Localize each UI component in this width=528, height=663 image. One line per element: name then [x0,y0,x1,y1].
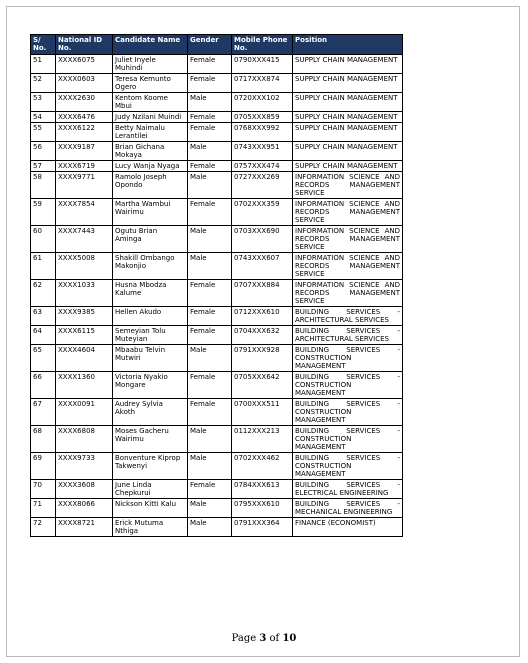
table-row [31,74,403,93]
cell-position: BUILDING SERVICES - MECHANICAL ENGINEERING [293,499,403,518]
cell-position: SUPPLY CHAIN MANAGEMENT [293,161,403,172]
table-row [31,253,403,280]
cell-sn: 58 [31,172,56,199]
cell-gender: Female [188,112,232,123]
cell-gender: Male [188,172,232,199]
cell-sn: 62 [31,280,56,307]
cell-national-id: XXXX9385 [56,307,113,326]
cell-gender: Female [188,326,232,345]
table-row [31,307,403,326]
cell-gender: Female [188,372,232,399]
cell-sn: 63 [31,307,56,326]
cell-national-id: XXXX9771 [56,172,113,199]
cell-mobile: 0743XXX951 [232,142,293,161]
cell-candidate-name: Brian Gichana Mokaya [113,142,188,161]
cell-position: SUPPLY CHAIN MANAGEMENT [293,55,403,74]
col-header-mobile: Mobile Phone No. [232,35,293,55]
page-footer [0,633,528,644]
cell-position: INFORMATION SCIENCE AND RECORDS MANAGEMENT SERVICE [293,226,403,253]
cell-position: SUPPLY CHAIN MANAGEMENT [293,112,403,123]
cell-position: BUILDING SERVICES - ARCHITECTURAL SERVICES [293,307,403,326]
cell-sn: 66 [31,372,56,399]
cell-gender: Female [188,399,232,426]
col-header-position: Position [293,35,403,55]
cell-sn: 57 [31,161,56,172]
table-row [31,93,403,112]
cell-gender: Male [188,426,232,453]
table-row [31,199,403,226]
cell-sn: 52 [31,74,56,93]
cell-national-id: XXXX6075 [56,55,113,74]
cell-candidate-name: Betty Naimalu Lerantilei [113,123,188,142]
table-header [31,35,403,55]
cell-sn: 64 [31,326,56,345]
cell-mobile: 0712XXX610 [232,307,293,326]
cell-mobile: 0720XXX102 [232,93,293,112]
cell-position: INFORMATION SCIENCE AND RECORDS MANAGEMENT SERVICE [293,280,403,307]
table-row [31,161,403,172]
cell-candidate-name: Husna Mbodza Kalume [113,280,188,307]
table-row [31,123,403,142]
cell-candidate-name: Lucy Wanja Nyaga [113,161,188,172]
cell-candidate-name: Judy Nzilani Muindi [113,112,188,123]
cell-candidate-name: Moses Gacheru Wairimu [113,426,188,453]
cell-gender: Male [188,142,232,161]
cell-candidate-name: Audrey Sylvia Akoth [113,399,188,426]
col-header-sn: S/ No. [31,35,56,55]
cell-national-id: XXXX6808 [56,426,113,453]
cell-candidate-name: Shakill Ombango Makonjio [113,253,188,280]
cell-candidate-name: Martha Wambui Wairimu [113,199,188,226]
cell-mobile: 0705XXX859 [232,112,293,123]
table-row [31,480,403,499]
table-body [31,55,403,537]
cell-gender: Male [188,93,232,112]
cell-national-id: XXXX8066 [56,499,113,518]
cell-position: BUILDING SERVICES - CONSTRUCTION MANAGEMENT [293,399,403,426]
cell-sn: 56 [31,142,56,161]
cell-position: BUILDING SERVICES - ARCHITECTURAL SERVICES [293,326,403,345]
cell-mobile: 0702XXX359 [232,199,293,226]
cell-gender: Female [188,199,232,226]
cell-mobile: 0704XXX632 [232,326,293,345]
cell-national-id: XXXX6115 [56,326,113,345]
cell-gender: Female [188,280,232,307]
cell-sn: 54 [31,112,56,123]
cell-gender: Male [188,499,232,518]
cell-mobile: 0795XXX610 [232,499,293,518]
page-label: Page [231,633,257,644]
cell-national-id: XXXX1360 [56,372,113,399]
cell-candidate-name: Victoria Nyakio Mongare [113,372,188,399]
cell-gender: Female [188,123,232,142]
cell-mobile: 0790XXX415 [232,55,293,74]
total-pages-number: 10 [282,633,297,644]
cell-sn: 55 [31,123,56,142]
cell-mobile: 0791XXX364 [232,518,293,537]
table-row [31,280,403,307]
table-row [31,345,403,372]
cell-national-id: XXXX3608 [56,480,113,499]
table-row [31,142,403,161]
table-row [31,453,403,480]
cell-mobile: 0768XXX992 [232,123,293,142]
cell-national-id: XXXX6122 [56,123,113,142]
cell-position: SUPPLY CHAIN MANAGEMENT [293,93,403,112]
cell-candidate-name: Ramolo Joseph Opondo [113,172,188,199]
table-row [31,112,403,123]
cell-position: FINANCE (ECONOMIST) [293,518,403,537]
cell-candidate-name: Ogutu Brian Aminga [113,226,188,253]
cell-sn: 70 [31,480,56,499]
table-row [31,172,403,199]
cell-candidate-name: Erick Mutuma Nthiga [113,518,188,537]
cell-position: BUILDING SERVICES - CONSTRUCTION MANAGEMENT [293,345,403,372]
cell-national-id: XXXX1033 [56,280,113,307]
cell-mobile: 0700XXX511 [232,399,293,426]
cell-sn: 51 [31,55,56,74]
cell-national-id: XXXX8721 [56,518,113,537]
cell-mobile: 0705XXX642 [232,372,293,399]
cell-national-id: XXXX6719 [56,161,113,172]
cell-gender: Male [188,226,232,253]
cell-sn: 53 [31,93,56,112]
cell-gender: Female [188,74,232,93]
cell-gender: Male [188,253,232,280]
cell-candidate-name: Hellen Akudo [113,307,188,326]
cell-sn: 67 [31,399,56,426]
cell-sn: 65 [31,345,56,372]
cell-mobile: 0727XXX269 [232,172,293,199]
cell-mobile: 0784XXX613 [232,480,293,499]
cell-mobile: 0791XXX928 [232,345,293,372]
cell-mobile: 0717XXX874 [232,74,293,93]
cell-position: SUPPLY CHAIN MANAGEMENT [293,142,403,161]
table-row [31,326,403,345]
cell-mobile: 0702XXX462 [232,453,293,480]
cell-position: BUILDING SERVICES - CONSTRUCTION MANAGEMENT [293,372,403,399]
cell-national-id: XXXX9733 [56,453,113,480]
candidates-table [30,34,403,537]
cell-position: BUILDING SERVICES - CONSTRUCTION MANAGEMENT [293,426,403,453]
header-row [31,35,403,55]
cell-national-id: XXXX4604 [56,345,113,372]
cell-candidate-name: Juliet Inyele Muhindi [113,55,188,74]
table-row [31,55,403,74]
cell-mobile: 0112XXX213 [232,426,293,453]
cell-gender: Female [188,55,232,74]
cell-candidate-name: Teresa Kemunto Ogero [113,74,188,93]
table-row [31,399,403,426]
cell-position: INFORMATION SCIENCE AND RECORDS MANAGEMENT SERVICE [293,172,403,199]
cell-candidate-name: Semeyian Tolu Muteyian [113,326,188,345]
cell-sn: 68 [31,426,56,453]
col-header-gender: Gender [188,35,232,55]
cell-sn: 69 [31,453,56,480]
cell-sn: 60 [31,226,56,253]
table-row [31,518,403,537]
cell-candidate-name: Nickson Kitti Kalu [113,499,188,518]
cell-national-id: XXXX7854 [56,199,113,226]
cell-position: BUILDING SERVICES - ELECTRICAL ENGINEERING [293,480,403,499]
table-row [31,426,403,453]
cell-national-id: XXXX0603 [56,74,113,93]
cell-candidate-name: Mbaabu Telvin Mutwiri [113,345,188,372]
cell-candidate-name: June Linda Chepkurui [113,480,188,499]
cell-national-id: XXXX2630 [56,93,113,112]
cell-mobile: 0757XXX474 [232,161,293,172]
cell-gender: Male [188,345,232,372]
cell-gender: Female [188,480,232,499]
cell-gender: Female [188,307,232,326]
table-row [31,372,403,399]
cell-gender: Male [188,453,232,480]
page-of-label: of [269,633,280,644]
cell-position: BUILDING SERVICES - CONSTRUCTION MANAGEMENT [293,453,403,480]
cell-candidate-name: Bonventure Kiprop Takwenyi [113,453,188,480]
cell-mobile: 0707XXX884 [232,280,293,307]
cell-candidate-name: Kentom Koome Mbui [113,93,188,112]
cell-sn: 59 [31,199,56,226]
col-header-candidate-name: Candidate Name [113,35,188,55]
cell-national-id: XXXX6476 [56,112,113,123]
cell-gender: Male [188,518,232,537]
cell-position: INFORMATION SCIENCE AND RECORDS MANAGEMENT SERVICE [293,199,403,226]
cell-national-id: XXXX0091 [56,399,113,426]
cell-national-id: XXXX7443 [56,226,113,253]
table-row [31,499,403,518]
cell-national-id: XXXX5008 [56,253,113,280]
cell-gender: Female [188,161,232,172]
cell-position: SUPPLY CHAIN MANAGEMENT [293,123,403,142]
cell-position: SUPPLY CHAIN MANAGEMENT [293,74,403,93]
current-page-number: 3 [259,633,267,644]
col-header-national-id: National ID No. [56,35,113,55]
cell-sn: 72 [31,518,56,537]
cell-national-id: XXXX9187 [56,142,113,161]
cell-sn: 71 [31,499,56,518]
table-row [31,226,403,253]
cell-position: INFORMATION SCIENCE AND RECORDS MANAGEMENT SERVICE [293,253,403,280]
cell-mobile: 0743XXX607 [232,253,293,280]
cell-sn: 61 [31,253,56,280]
cell-mobile: 0703XXX690 [232,226,293,253]
